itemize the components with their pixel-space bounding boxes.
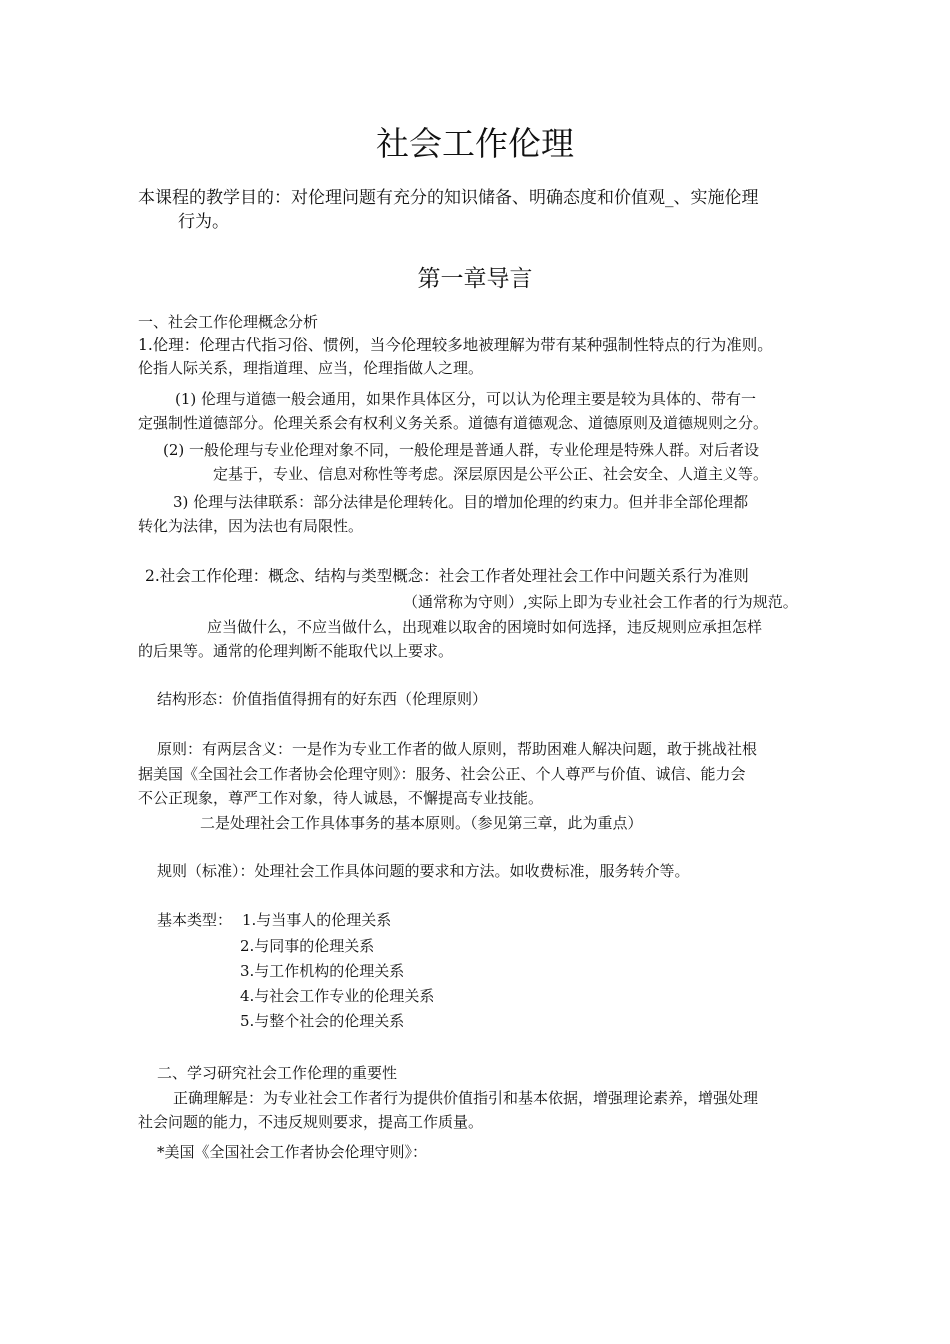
para-principle-line-3: 不公正现象，尊严工作对象，待人诚恳，不懈提高专业技能。 [138,789,544,807]
type-item-2: 2.与同事的伦理关系 [240,937,375,955]
para-ethics-line-2: 伦指人际关系，理指道理、应当，伦理指做人之理。 [138,359,484,377]
para-law-line-2: 转化为法律，因为法也有局限性。 [138,517,364,535]
para-sw-ethics-line-2: （通常称为守则）,实际上即为专业社会工作者的行为规范。 [403,593,798,611]
para-law-line-1: 3) 伦理与法律联系：部分法律是伦理转化。目的增加伦理的约束力。但并非全部伦理都 [173,493,749,511]
type-item-1: 1.与当事人的伦理关系 [242,911,392,929]
section-2-heading: 二、学习研究社会工作伦理的重要性 [157,1064,398,1082]
para-principle-line-4: 二是处理社会工作具体事务的基本原则。（参见第三章，此为重点） [200,814,643,832]
para-morality-line-2: 定强制性道德部分。伦理关系会有权利义务关系。道德有道德观念、道德原则及道德规则之分。 [138,414,769,432]
type-item-5: 5.与整个社会的伦理关系 [240,1012,405,1030]
para-sw-ethics-line-1: 2.社会工作伦理：概念、结构与类型概念：社会工作者处理社会工作中问题关系行为准则 [145,567,749,585]
para-ethics-line-1: 1.伦理：伦理古代指习俗、惯例，当今伦理较多地被理解为带有某种强制性特点的行为准则。 [138,336,773,354]
para-should-line-1: 应当做什么，不应当做什么，出现难以取舍的困境时如何选择，违反规则应承担怎样 [207,618,763,636]
para-professional-line-2: 定基于，专业、信息对称性等考虑。深层原因是公平公正、社会安全、人道主义等。 [213,465,769,483]
para-importance-line-2: 社会问题的能力，不违反规则要求，提高工作质量。 [138,1113,484,1131]
para-importance-line-1: 正确理解是：为专业社会工作者行为提供价值指引和基本依据，增强理论素养，增强处理 [173,1089,759,1107]
chapter-heading: 第一章导言 [417,266,533,292]
intro-line-2: 行为。 [178,212,229,232]
types-label: 基本类型： [157,911,233,929]
para-should-line-2: 的后果等。通常的伦理判断不能取代以上要求。 [138,642,454,660]
para-nasw-code: *美国《全国社会工作者协会伦理守则》： [157,1143,428,1161]
intro-line-1: 本课程的教学目的：对伦理问题有充分的知识储备、明确态度和价值观_、实施伦理 [138,188,759,208]
para-morality-line-1: (1) 伦理与道德一般会通用，如果作具体区分，可以认为伦理主要是较为具体的、带有一 [175,390,757,408]
section-1-heading: 一、社会工作伦理概念分析 [138,313,319,331]
type-item-4: 4.与社会工作专业的伦理关系 [240,987,435,1005]
para-rules: 规则（标准）：处理社会工作具体问题的要求和方法。如收费标准，服务转介等。 [157,862,690,880]
para-structure: 结构形态：价值指值得拥有的好东西（伦理原则） [157,690,488,708]
type-item-3: 3.与工作机构的伦理关系 [240,962,405,980]
para-principle-line-1: 原则：有两层含义：一是作为专业工作者的做人原则，帮助困难人解决问题，敢于挑战社根 [157,740,758,758]
para-professional-line-1: (2) 一般伦理与专业伦理对象不同，一般伦理是普通人群，专业伦理是特殊人群。对后者设 [163,441,760,459]
para-principle-line-2: 据美国《全国社会工作者协会伦理守则》：服务、社会公正、个人尊严与价值、诚信、能力会 [138,765,746,783]
document-title: 社会工作伦理 [376,124,574,163]
